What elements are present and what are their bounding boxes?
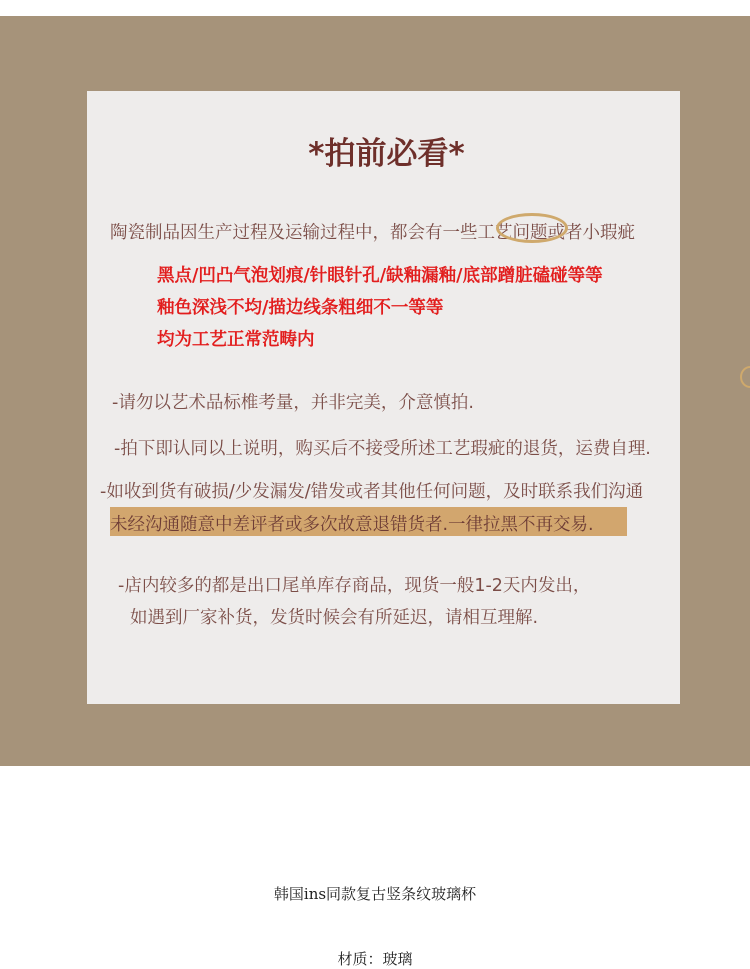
product-name: 韩国ins同款复古竖条纹玻璃杯: [273, 885, 477, 903]
note-line: -拍下即认同以上说明，购买后不接受所述工艺瑕疵的退货，运费自理.: [114, 439, 651, 459]
defect-line: 釉色深浅不均/描边线条粗细不一等等: [157, 298, 444, 318]
note-line: -店内较多的都是出口尾单库存商品，现货一般1-2天内发出，: [118, 576, 591, 596]
intro-text: 陶瓷制品因生产过程及运输过程中，都会有一些工艺问题或者小瑕疵: [110, 223, 635, 243]
note-line: -如收到货有破损/少发漏发/错发或者其他任何问题，及时联系我们沟通: [100, 482, 644, 502]
defect-line: 均为工艺正常范畴内: [157, 330, 315, 350]
note-line: 如遇到厂家补货，发货时候会有所延迟，请相互理解.: [130, 608, 539, 628]
highlight-circle: [496, 213, 568, 243]
note-line: -请勿以艺术品标椎考量，并非完美，介意慎拍.: [112, 393, 474, 413]
product-material: 材质：玻璃: [337, 950, 413, 968]
defect-line: 黑点/凹凸气泡划痕/针眼针孔/缺釉漏釉/底部蹭脏磕碰等等: [157, 266, 603, 286]
notice-title: *拍前必看*: [308, 136, 465, 172]
warning-line: 未经沟通随意中差评者或多次故意退错货者.一律拉黑不再交易.: [110, 515, 594, 535]
